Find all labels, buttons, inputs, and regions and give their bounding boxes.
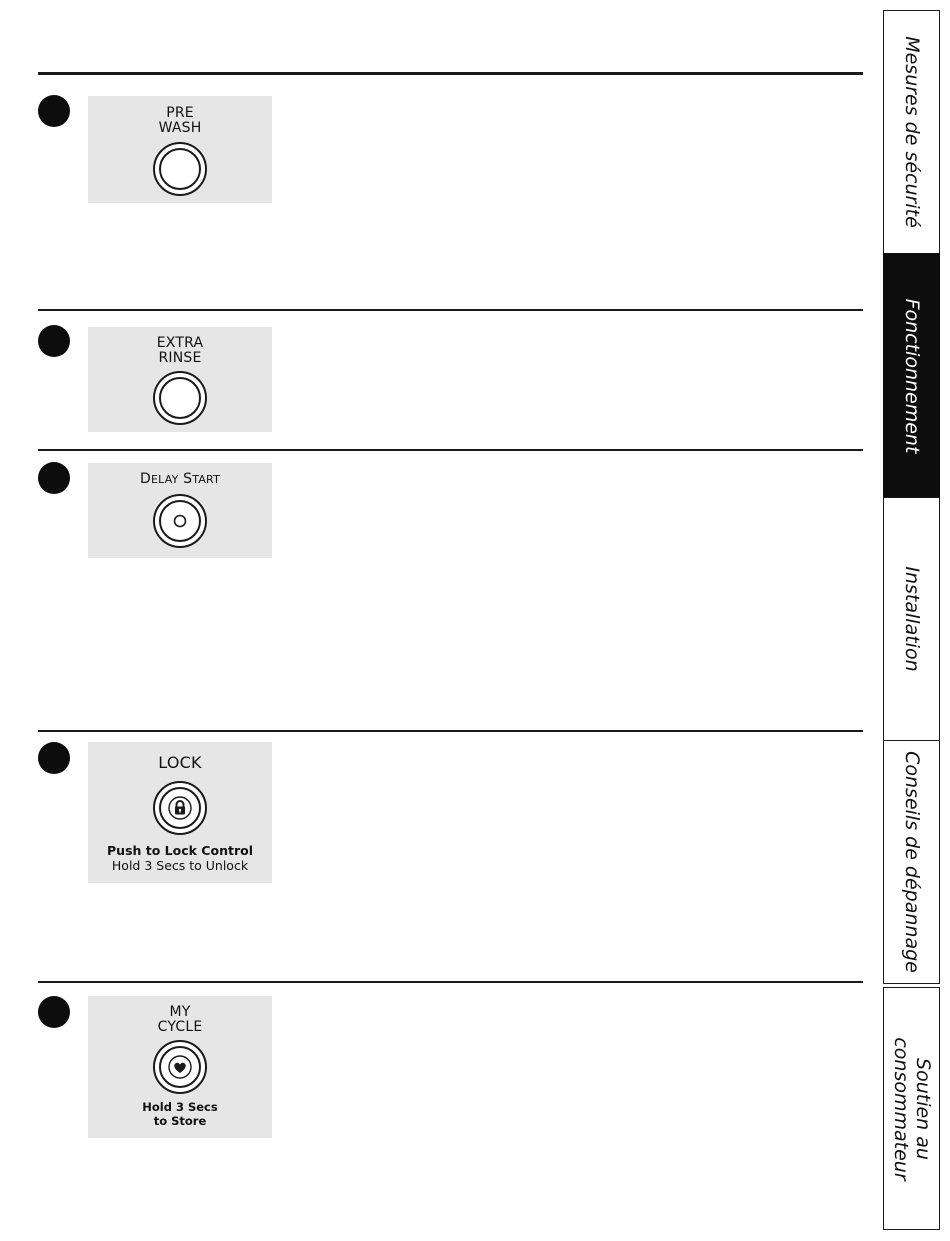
tab-label: Fonctionnement	[900, 298, 923, 453]
tab-soutien-au-consommateur[interactable]	[883, 987, 940, 1230]
extra-rinse-label-line1: EXTRA	[156, 335, 204, 351]
my-cycle-label-line2: CYCLE	[157, 1019, 203, 1035]
my-cycle-caption	[88, 1100, 272, 1128]
tab-fonctionnement[interactable]	[883, 253, 940, 498]
button-ring	[159, 148, 201, 190]
section-divider	[38, 309, 863, 311]
tab-installation[interactable]	[883, 497, 940, 741]
my-cycle-label-line1: MY	[169, 1004, 191, 1020]
delay-start-panel	[88, 463, 272, 558]
tab-label: Conseils de dépannage	[900, 751, 923, 973]
prewash-label	[88, 106, 272, 136]
tab-label	[890, 1037, 934, 1180]
prewash-button[interactable]	[153, 142, 207, 196]
bullet-marker	[38, 996, 70, 1028]
padlock-icon	[168, 796, 192, 820]
extra-rinse-label-line2: RINSE	[158, 350, 202, 366]
extra-rinse-label	[88, 336, 272, 366]
prewash-label-line2: WASH	[158, 120, 202, 136]
my-cycle-button[interactable]	[153, 1040, 207, 1094]
button-ring	[159, 377, 201, 419]
tab-conseils-de-depannage[interactable]	[883, 740, 940, 984]
section-divider	[38, 981, 863, 983]
tab-label-line2: consommateur	[889, 1036, 912, 1181]
delay-start-label-tart: TART	[192, 473, 221, 486]
dot-ring-icon	[173, 514, 187, 528]
tab-mesures-de-securite[interactable]	[883, 10, 940, 254]
lock-panel	[88, 742, 272, 883]
section-divider	[38, 730, 863, 732]
bullet-marker	[38, 462, 70, 494]
lock-label: LOCK	[158, 753, 202, 772]
tab-label-line1: Soutien au	[911, 1057, 934, 1160]
delay-start-label-s: S	[183, 471, 193, 487]
lock-caption	[88, 843, 272, 873]
tab-label: Mesures de sécurité	[900, 36, 923, 228]
lock-caption-line2: Hold 3 Secs to Unlock	[111, 858, 249, 873]
bullet-marker	[38, 742, 70, 774]
my-cycle-label	[88, 1005, 272, 1035]
bullet-marker	[38, 95, 70, 127]
delay-start-label-elay: ELAY	[150, 473, 179, 486]
bullet-marker	[38, 325, 70, 357]
delay-start-label	[88, 472, 272, 487]
my-cycle-panel	[88, 996, 272, 1138]
extra-rinse-panel	[88, 327, 272, 432]
prewash-panel	[88, 96, 272, 203]
tab-label: Installation	[900, 566, 923, 672]
section-divider	[38, 449, 863, 451]
lock-caption-line1: Push to Lock Control	[107, 843, 253, 858]
my-cycle-caption-line2: to Store	[153, 1114, 207, 1128]
delay-start-label-d: D	[139, 471, 151, 487]
prewash-label-line1: PRE	[166, 105, 194, 121]
extra-rinse-button[interactable]	[153, 371, 207, 425]
heart-icon	[168, 1055, 192, 1079]
delay-start-button[interactable]	[153, 494, 207, 548]
my-cycle-caption-line1: Hold 3 Secs	[142, 1100, 218, 1114]
lock-button[interactable]	[153, 781, 207, 835]
section-divider	[38, 72, 863, 75]
